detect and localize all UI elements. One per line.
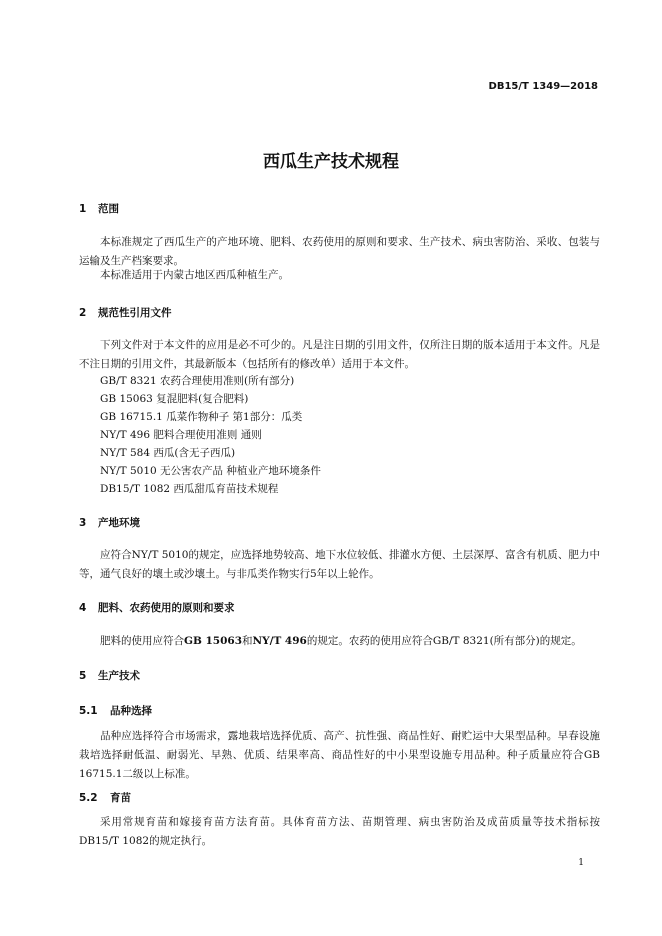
section-number: 2 bbox=[79, 307, 87, 319]
section-5-2-heading bbox=[79, 790, 131, 805]
reference-item: NY/T 584 西瓜(含无子西瓜) bbox=[100, 447, 236, 459]
section-5-2-paragraph-1: 采用常规育苗和嫁接育苗方法育苗。具体育苗方法、苗期管理、病虫害防治及成苗质量等技术指标按DB15/T 1082的规定执行。 bbox=[79, 816, 600, 847]
section-number: 3 bbox=[79, 517, 87, 529]
page-number: 1 bbox=[578, 858, 584, 868]
section-title: 范围 bbox=[98, 203, 119, 215]
section-title: 生产技术 bbox=[98, 670, 140, 682]
section-2-paragraph-1: 下列文件对于本文件的应用是必不可少的。凡是注日期的引用文件，仅所注日期的版本适用于本文件。凡是不注日期的引用文件，其最新版本（包括所有的修改单）适用于本文件。 bbox=[79, 339, 600, 370]
section-5-1-heading bbox=[79, 703, 152, 718]
text-run: 肥料的使用应符合 bbox=[100, 635, 184, 647]
section-number: 4 bbox=[79, 602, 87, 614]
standard-code: DB15/T 1349—2018 bbox=[488, 81, 598, 92]
section-title: 品种选择 bbox=[110, 705, 152, 717]
section-1-paragraph-1: 本标准规定了西瓜生产的产地环境、肥料、农药使用的原则和要求、生产技术、病虫害防治、采收、包装与运输及生产档案要求。 bbox=[79, 236, 600, 267]
text-run: 和 bbox=[242, 635, 253, 647]
section-3-paragraph-1: 应符合NY/T 5010的规定，应选择地势较高、地下水位较低、排灌水方便、土层深厚、富含有机质、肥力中等，通气良好的壤土或沙壤土。与非瓜类作物实行5年以上轮作。 bbox=[79, 549, 600, 580]
section-1-heading bbox=[79, 201, 119, 216]
section-1-paragraph-2: 本标准适用于内蒙古地区西瓜种植生产。 bbox=[100, 269, 289, 281]
section-number: 5.2 bbox=[79, 792, 98, 804]
reference-item: NY/T 496 肥料合理使用准则 通则 bbox=[100, 429, 262, 441]
standard-ref-bold: GB 15063 bbox=[184, 635, 243, 647]
section-3-heading bbox=[79, 515, 140, 530]
section-5-heading bbox=[79, 668, 140, 683]
reference-item: DB15/T 1082 西瓜甜瓜育苗技术规程 bbox=[100, 483, 279, 495]
document-title: 西瓜生产技术规程 bbox=[263, 152, 399, 172]
text-run: 的规定。农药的使用应符合GB/T 8321(所有部分)的规定。 bbox=[306, 635, 582, 647]
reference-item: GB 15063 复混肥料(复合肥料) bbox=[100, 393, 249, 405]
section-number: 5.1 bbox=[79, 705, 98, 717]
section-4-paragraph-1 bbox=[79, 632, 600, 651]
section-2-heading bbox=[79, 305, 172, 320]
reference-item: NY/T 5010 无公害农产品 种植业产地环境条件 bbox=[100, 465, 321, 477]
section-4-heading bbox=[79, 600, 235, 615]
reference-item: GB 16715.1 瓜菜作物种子 第1部分：瓜类 bbox=[100, 411, 303, 423]
section-title: 规范性引用文件 bbox=[98, 307, 172, 319]
section-title: 产地环境 bbox=[98, 517, 140, 529]
section-title: 肥料、农药使用的原则和要求 bbox=[98, 602, 235, 614]
section-5-1-paragraph-1: 品种应选择符合市场需求，露地栽培选择优质、高产、抗性强、商品性好、耐贮运中大果型品种。早春设施栽培选择耐低温、耐弱光、早熟、优质、结果率高、商品性好的中小果型设施专用品种。种子质量应符合GB 16715.1二级以上标准。 bbox=[79, 730, 600, 780]
reference-item: GB/T 8321 农药合理使用准则(所有部分) bbox=[100, 375, 295, 387]
section-number: 1 bbox=[79, 203, 87, 215]
section-title: 育苗 bbox=[110, 792, 131, 804]
standard-ref-bold: NY/T 496 bbox=[252, 635, 307, 647]
section-number: 5 bbox=[79, 670, 87, 682]
